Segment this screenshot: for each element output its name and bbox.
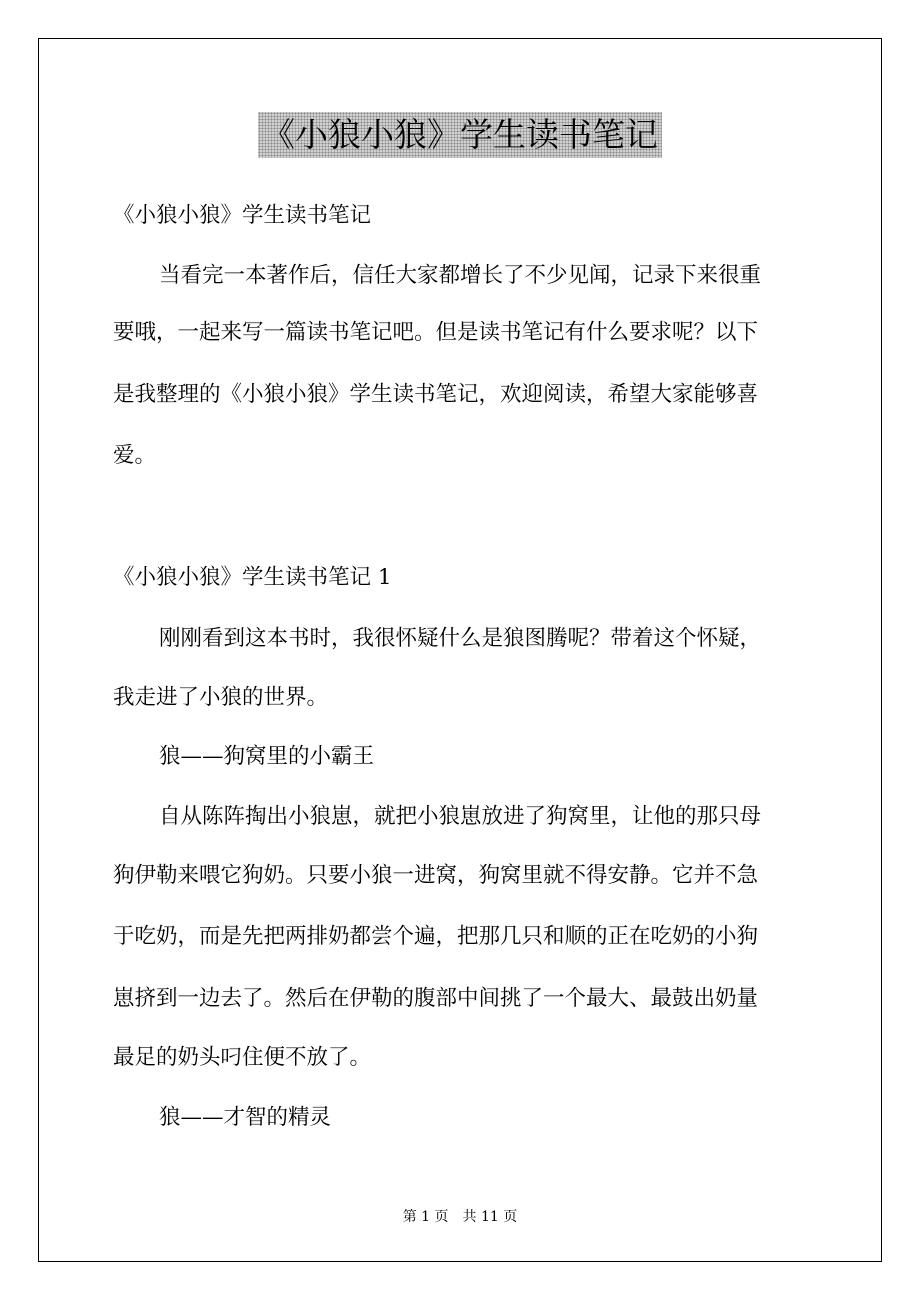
section-heading: 《小狼小狼》学生读书笔记 1: [113, 565, 392, 590]
paragraph-line: 当看完一本著作后，信任大家都增长了不少见闻，记录下来很重: [159, 263, 762, 288]
paragraph-line: 我走进了小狼的世界。: [113, 685, 329, 710]
title-container: [0, 112, 920, 158]
paragraph-line: 刚刚看到这本书时，我很怀疑什么是狼图腾呢？带着这个怀疑，: [159, 626, 762, 651]
paragraph-line: 于吃奶，而是先把两排奶都尝个遍，把那几只和顺的正在吃奶的小狗: [113, 924, 759, 949]
subheading-line: 狼——才智的精灵: [159, 1105, 332, 1130]
page-number: 第 1 页 共 11 页: [402, 1209, 518, 1225]
paragraph-line: 自从陈阵掏出小狼崽，就把小狼崽放进了狗窝里，让他的那只母: [159, 804, 762, 829]
paragraph-line: 是我整理的《小狼小狼》学生读书笔记，欢迎阅读，希望大家能够喜: [113, 382, 759, 407]
paragraph-line: 最足的奶头叼住便不放了。: [113, 1045, 372, 1070]
subheading-line: 狼——狗窝里的小霸王: [159, 744, 375, 769]
paragraph-line: 狗伊勒来喂它狗奶。只要小狼一进窝，狗窝里就不得安静。它并不急: [113, 863, 759, 888]
subtitle-line: 《小狼小狼》学生读书笔记: [113, 203, 372, 228]
paragraph-line: 要哦，一起来写一篇读书笔记吧。但是读书笔记有什么要求呢？以下: [113, 320, 759, 345]
paragraph-line: 爱。: [113, 443, 157, 468]
document-title: 《小狼小狼》学生读书笔记: [258, 112, 662, 158]
paragraph-line: 崽挤到一边去了。然后在伊勒的腹部中间挑了一个最大、最鼓出奶量: [113, 986, 759, 1011]
